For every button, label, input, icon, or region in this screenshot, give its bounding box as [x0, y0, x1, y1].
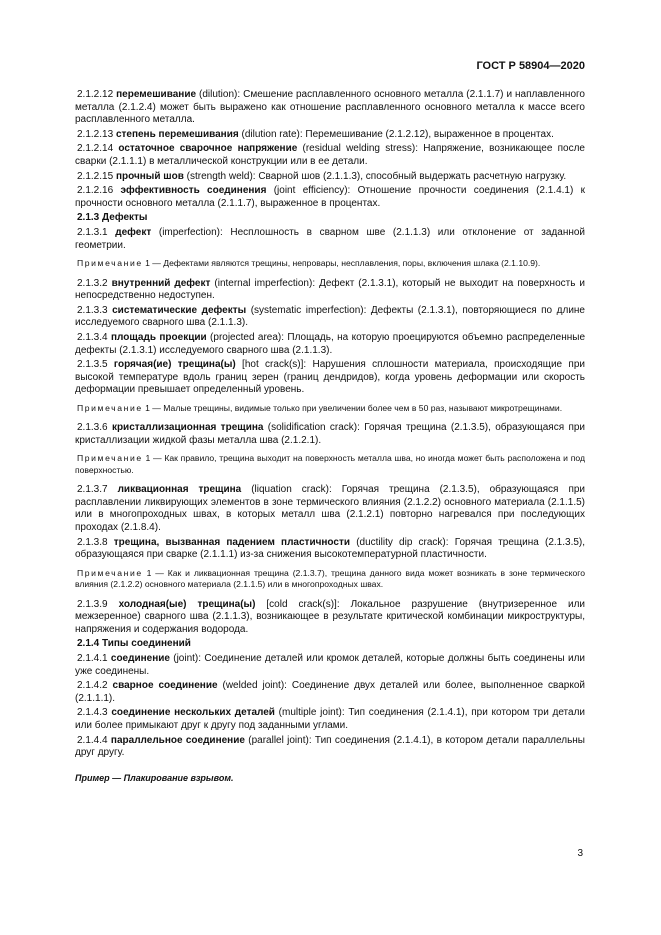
joints-group [75, 653, 585, 760]
term-name: остаточное сварочное напряжение [118, 143, 298, 155]
example-text: Пример — Плакирование взрывом. [75, 772, 234, 783]
term-entry [75, 143, 585, 168]
term-definition: [hot crack(s)]: Нарушения сплошности материала, происходящие при высокой температуре вдоль границ зерен (границ дендридов), когда уровень деформации или скорость деформации превышает определенный уровень. [75, 359, 585, 396]
term-number: 2.1.3.8 [77, 536, 108, 548]
term-definition: (joint efficiency): Отношение прочности соединения (2.1.4.1) к прочности основного металла (2.1.1.7), выраженное в процентах. [75, 185, 585, 209]
defects-group [75, 227, 585, 252]
note-1: Примечание 1 — Дефектами являются трещины, непровары, несплавления, поры, включения шлака (2.1.10.9). [77, 258, 541, 269]
term-definition: (imperfection): Несплошность в сварном шве (2.1.1.3) или отклонение от заданной геометрии. [75, 226, 586, 251]
term-name: внутренний дефект [111, 277, 211, 289]
terms-group [75, 89, 585, 210]
term-definition: (parallel joint): Тип соединения (2.1.4.1), в котором детали параллельны друг другу. [75, 734, 585, 759]
term-number: 2.1.2.12 [77, 89, 114, 100]
term-definition: [cold crack(s)]: Локальное разрушение (внутризеренное или межзеренное) сварного шва (2.1.1.3), возникающее в результате критической комбинации микроструктуры, напряжения и содержания водорода. [75, 598, 585, 635]
term-name: ликвационная трещина [117, 484, 242, 496]
term-name: степень перемешивания [115, 128, 239, 140]
term-number: 2.1.3.4 [77, 331, 108, 343]
term-number: 2.1.4.3 [77, 707, 108, 719]
term-number: 2.1.3.2 [77, 277, 108, 289]
term-entry [75, 653, 585, 678]
term-number: 2.1.3.5 [77, 359, 108, 371]
term-number: 2.1.4.4 [77, 734, 108, 746]
term-definition: (internal imperfection): Дефект (2.1.3.1), который не выходит на поверхность и непосредственно недоступен. [75, 277, 586, 302]
term-number: 2.1.2.15 [77, 170, 114, 182]
term-definition: (welded joint): Соединение двух деталей или более, выполненное сваркой (2.1.1.1). [75, 680, 586, 704]
section-heading-defects: 2.1.3 Дефекты [77, 212, 148, 224]
term-entry [75, 537, 585, 562]
term-entry [75, 305, 585, 330]
term-entry [75, 735, 585, 760]
defects-group-2 [75, 278, 585, 397]
term-entry [75, 185, 585, 210]
term-entry [75, 278, 585, 303]
defects-group-4 [75, 484, 585, 562]
term-number: 2.1.3.1 [77, 226, 108, 238]
term-entry [75, 707, 585, 732]
term-number: 2.1.3.9 [77, 598, 108, 610]
term-name: систематические дефекты [112, 304, 247, 316]
term-name: кристаллизационная трещина [111, 422, 264, 434]
term-number: 2.1.3.7 [77, 484, 108, 496]
term-name: площадь проекции [111, 331, 207, 343]
term-name: дефект [115, 226, 152, 238]
term-definition: (dilution): Смешение расплавленного основного металла (2.1.1.7) и наплавленного металла (2.1.2.4) может быть выражено как отношение расплавленного основного металла к массе всего расплавленного металла. [75, 89, 585, 126]
section-heading-joints: 2.1.4 Типы соединений [77, 638, 191, 650]
term-name: трещина, вызванная падением пластичности [113, 536, 351, 548]
document-body [75, 89, 585, 784]
term-number: 2.1.4.2 [77, 680, 108, 692]
term-entry [75, 359, 585, 397]
note-3: Примечание 1 — Как правило, трещина выходит на поверхность металла шва, но иногда может быть расположена и под поверхностью. [75, 453, 585, 475]
term-definition: (ductility dip crack): Горячая трещина (2.1.3.5), образующаяся при сварке (2.1.1.1) из-за снижения высокотемпературной пластичности. [75, 536, 586, 561]
term-number: 2.1.3.3 [77, 304, 108, 316]
defects-group-5 [75, 599, 585, 637]
term-definition: (dilution rate): Перемешивание (2.1.2.12), выраженное в процентах. [238, 128, 554, 140]
term-name: прочный шов [115, 170, 184, 182]
term-definition: (systematic imperfection): Дефекты (2.1.3.1), повторяющиеся по длине исследуемого сварного шва (2.1.1.3). [75, 304, 585, 329]
term-name: перемешивание [116, 89, 197, 100]
term-entry [75, 680, 585, 705]
term-entry [75, 422, 585, 447]
term-name: холодная(ые) трещина(ы) [118, 598, 256, 610]
note-2: Примечание 1 — Малые трещины, видимые только при увеличении более чем в 50 раз, называют микротрещинами. [77, 402, 563, 413]
term-entry [75, 89, 585, 127]
page-number: 3 [577, 848, 583, 859]
term-definition: (strength weld): Сварной шов (2.1.1.3), способный выдержать расчетную нагрузку. [183, 170, 567, 182]
term-entry [75, 332, 585, 357]
term-number: 2.1.3.6 [77, 422, 108, 434]
term-entry [75, 129, 585, 142]
term-definition: (multiple joint): Тип соединения (2.1.4.1), при котором три детали или более примыкают друг к другу под заданными углами. [75, 707, 586, 731]
term-entry [75, 484, 585, 534]
term-definition: (joint): Соединение деталей или кромок деталей, которые должны быть соединены или уже соединены. [75, 653, 585, 677]
term-entry [75, 227, 585, 252]
term-definition: (solidification crack): Горячая трещина (2.1.3.5), образующаяся при кристаллизации жидкой фазы металла шва (2.1.2.1). [75, 422, 586, 446]
term-number: 2.1.2.14 [77, 143, 114, 155]
defects-group-3 [75, 422, 585, 447]
term-name: горячая(ие) трещина(ы) [113, 359, 236, 371]
term-name: соединение нескольких деталей [111, 707, 275, 719]
term-name: параллельное соединение [110, 734, 245, 746]
term-name: соединение [110, 653, 170, 665]
term-definition: (projected area): Площадь, на которую проецируются объемно распределенные дефекты (2.1.3.1) исследуемого сварного шва (2.1.1.3). [75, 331, 586, 356]
term-definition: (liquation crack): Горячая трещина (2.1.3.5), образующаяся при расплавлении ликвирующих элементов в зоне термического влияния (2.1.2.2) основного материала (2.1.1.5) или в многопроходных швах, в которых металл шва (2.1.2.1) повторно нагревался при последующих проходах (2.1.8.4). [75, 484, 586, 534]
term-number: 2.1.2.13 [77, 128, 114, 140]
note-4: Примечание 1 — Как и ликвационная трещина (2.1.3.7), трещина данного вида может возникать в зоне термического влияния (2.1.2.2) основного материала (2.1.1.5) или в многопроходных швах. [75, 567, 585, 590]
term-entry [75, 171, 585, 184]
document-header: ГОСТ Р 58904—2020 [476, 60, 585, 72]
term-name: эффективность соединения [120, 185, 267, 197]
term-entry [75, 599, 585, 637]
term-definition: (residual welding stress): Напряжение, возникающее после сварки (2.1.1.1) в металлической конструкции или в ее детали. [75, 143, 585, 167]
term-name: сварное соединение [112, 680, 218, 692]
term-number: 2.1.2.16 [77, 185, 114, 197]
term-number: 2.1.4.1 [77, 653, 108, 665]
